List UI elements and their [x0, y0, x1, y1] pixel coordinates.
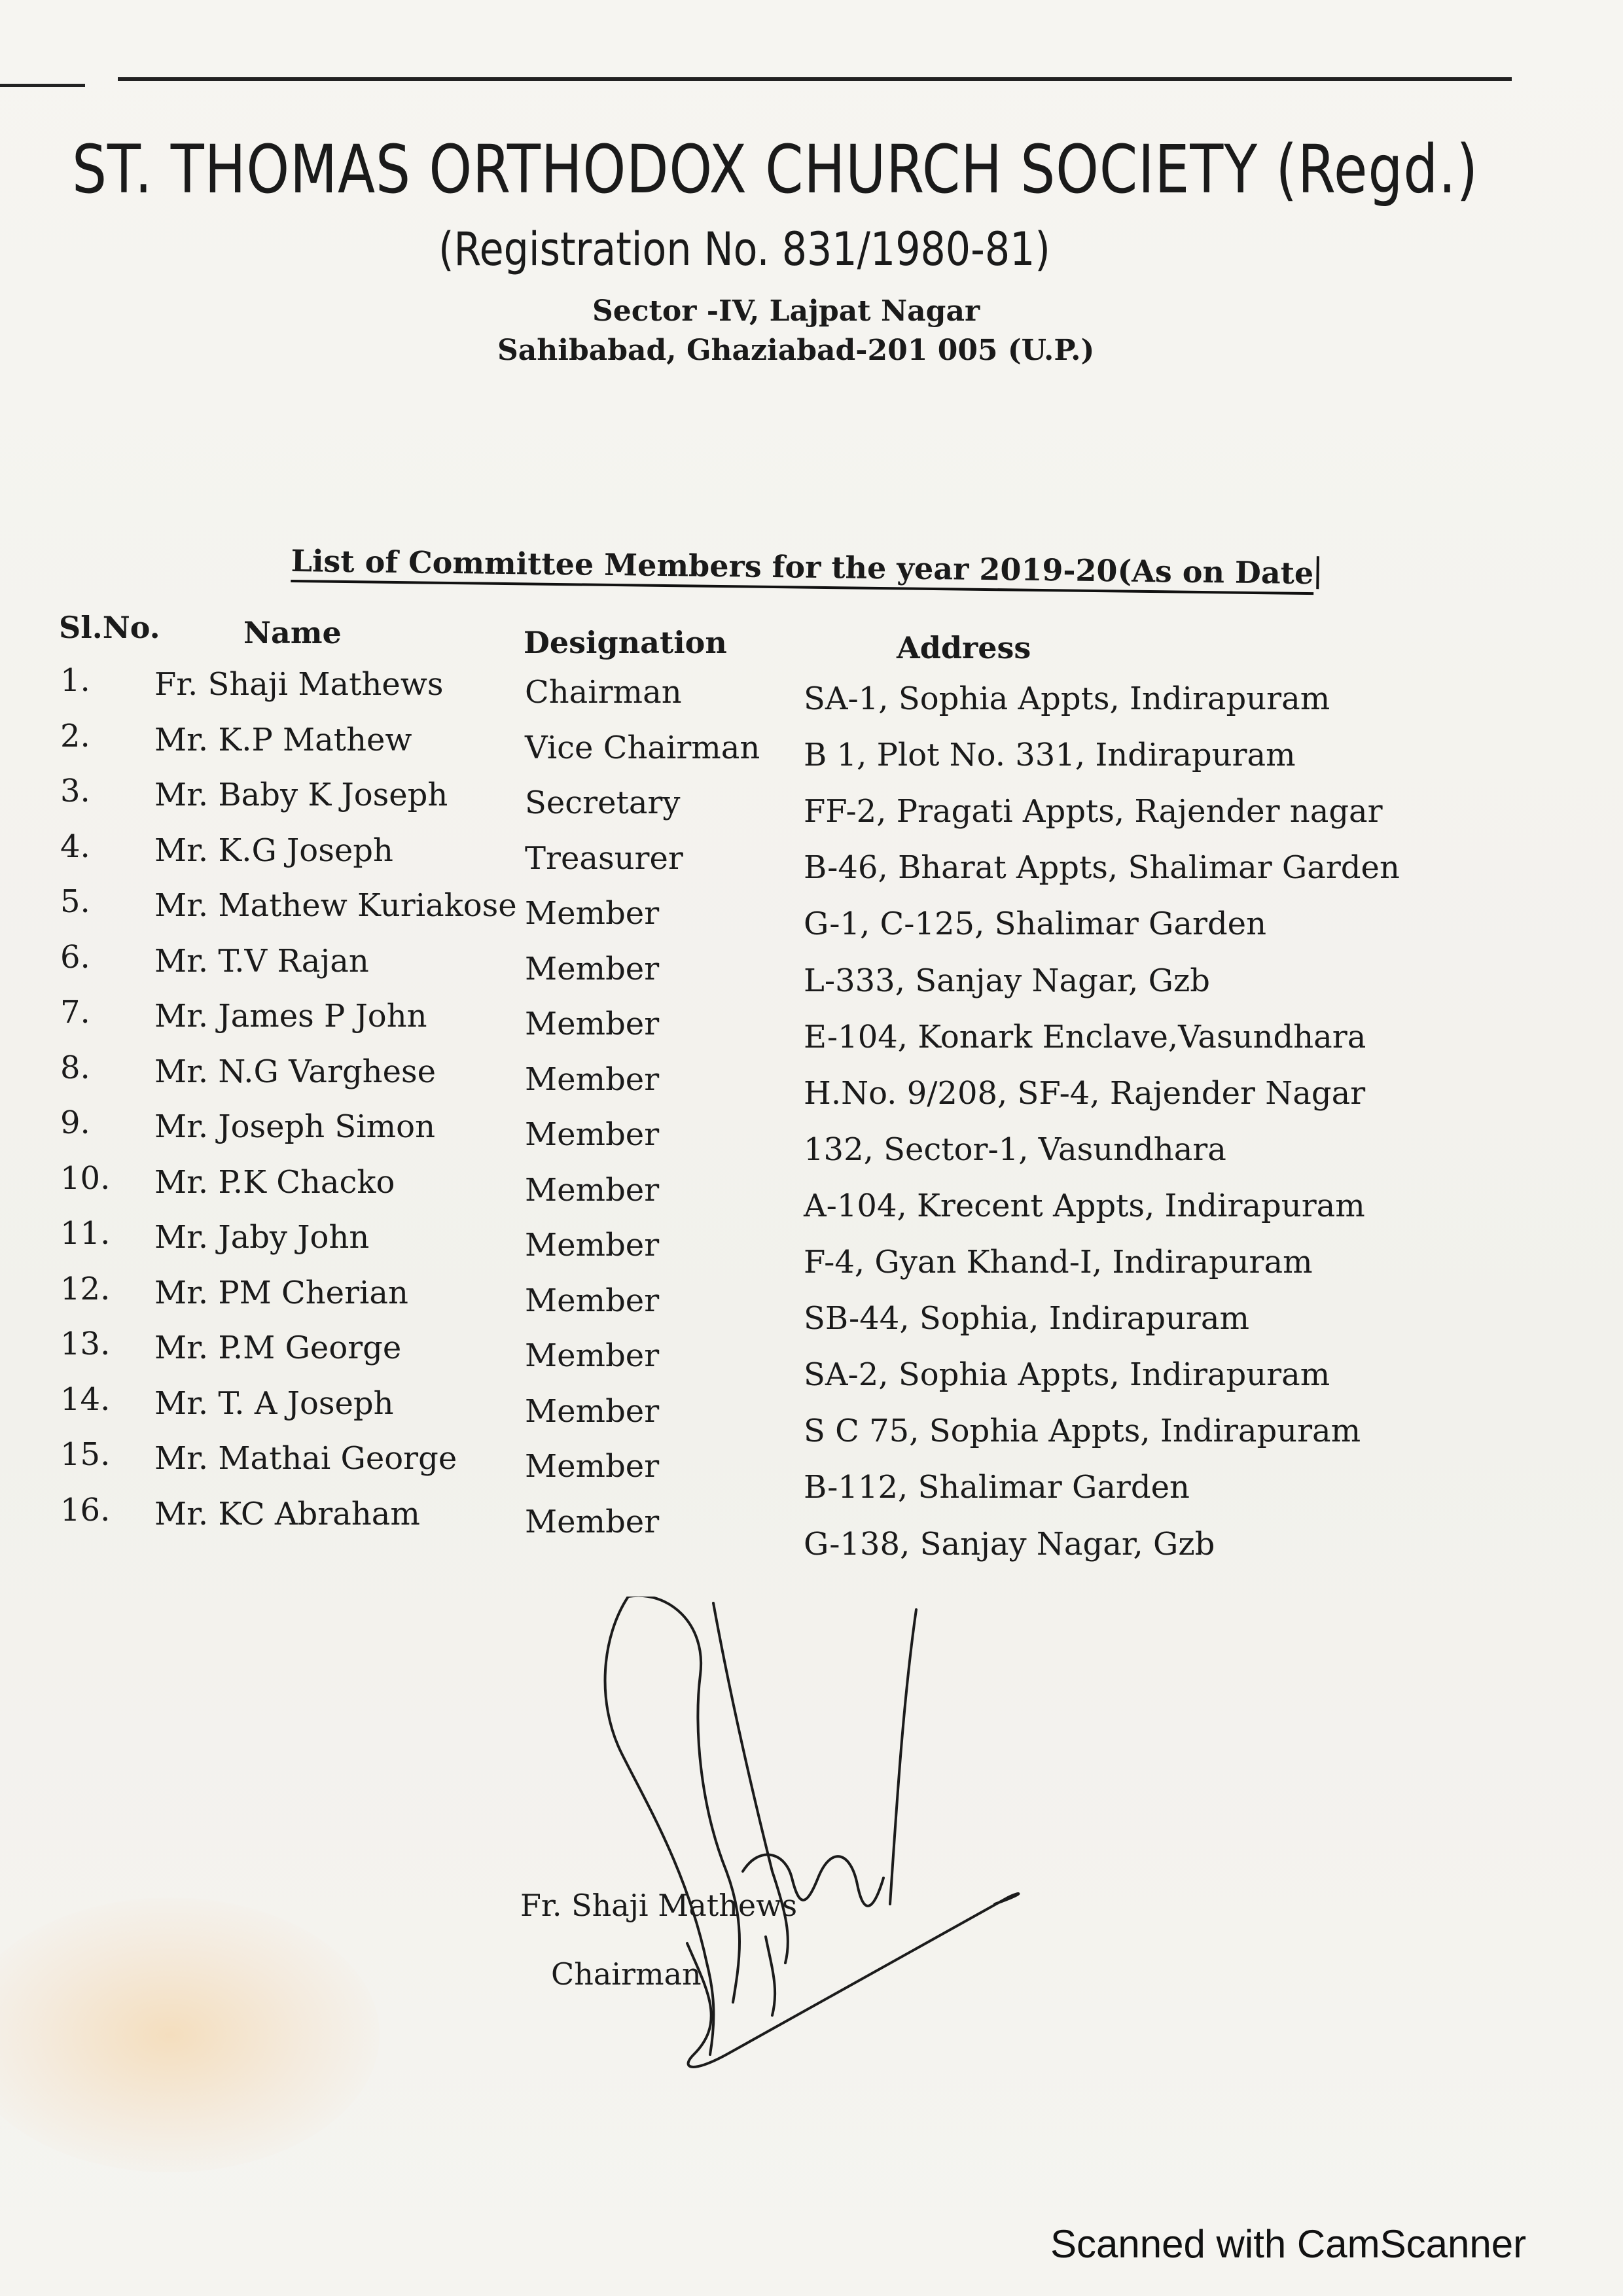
- member-address: G-1, C-125, Shalimar Garden: [804, 906, 1266, 943]
- member-name: Mr. Joseph Simon: [154, 1108, 435, 1145]
- member-name: Mr. P.M George: [154, 1330, 402, 1366]
- member-address: B 1, Plot No. 331, Indirapuram: [804, 737, 1296, 774]
- scanner-watermark: Scanned with CamScanner: [1050, 2222, 1527, 2266]
- member-sl-no: 7.: [60, 994, 90, 1031]
- column-header-sl-no: Sl.No.: [59, 610, 160, 645]
- member-designation: Secretary: [525, 785, 681, 821]
- paper-stain: [0, 1898, 380, 2172]
- registration-number: (Registration No. 831/1980-81): [438, 222, 1050, 276]
- member-designation: Member: [525, 1061, 660, 1098]
- member-sl-no: 5.: [60, 883, 90, 920]
- member-sl-no: 13.: [60, 1326, 111, 1362]
- member-sl-no: 6.: [60, 938, 90, 976]
- member-name: Mr. Mathew Kuriakose: [154, 887, 517, 924]
- member-name: Mr. Jaby John: [154, 1219, 370, 1256]
- member-designation: Chairman: [525, 674, 682, 711]
- member-sl-no: 9.: [60, 1104, 90, 1141]
- title-close-bracket: [1316, 556, 1319, 589]
- member-address: B-112, Shalimar Garden: [804, 1469, 1190, 1506]
- member-address: FF-2, Pragati Appts, Rajender nagar: [804, 793, 1383, 830]
- member-address: G-138, Sanjay Nagar, Gzb: [804, 1525, 1215, 1563]
- member-name: Mr. KC Abraham: [154, 1495, 420, 1532]
- member-address: SA-2, Sophia Appts, Indirapuram: [804, 1356, 1330, 1394]
- member-address: B-46, Bharat Appts, Shalimar Garden: [804, 849, 1400, 887]
- member-designation: Member: [525, 1337, 660, 1374]
- member-address: F-4, Gyan Khand-I, Indirapuram: [804, 1244, 1313, 1280]
- member-designation: Member: [525, 950, 660, 987]
- org-name: ST. THOMAS ORTHODOX CHURCH SOCIETY (Regd.): [72, 131, 1479, 209]
- signatory-name: Fr. Shaji Mathews: [520, 1888, 798, 1923]
- member-name: Mr. T.V Rajan: [154, 942, 369, 980]
- signatory-title: Chairman: [551, 1956, 702, 1992]
- member-name: Mr. T. A Joseph: [154, 1385, 394, 1422]
- member-name: Mr. James P John: [154, 998, 427, 1034]
- list-title: [291, 543, 1319, 591]
- member-name: Mr. N.G Varghese: [154, 1053, 437, 1090]
- member-sl-no: 2.: [60, 717, 90, 754]
- member-name: Mr. K.P Mathew: [154, 721, 412, 758]
- member-address: E-104, Konark Enclave,Vasundhara: [804, 1018, 1366, 1055]
- member-designation: Member: [525, 1116, 660, 1153]
- column-header-address: Address: [897, 630, 1031, 665]
- member-name: Mr. Mathai George: [154, 1440, 457, 1477]
- member-name: Mr. K.G Joseph: [154, 832, 393, 869]
- member-sl-no: 3.: [60, 773, 90, 809]
- member-sl-no: 8.: [60, 1049, 90, 1086]
- member-name: Mr. Baby K Joseph: [154, 777, 448, 813]
- member-sl-no: 15.: [60, 1436, 111, 1473]
- member-sl-no: 1.: [60, 662, 90, 699]
- member-sl-no: 12.: [60, 1270, 111, 1307]
- member-name: Mr. PM Cherian: [154, 1274, 408, 1311]
- member-name: Fr. Shaji Mathews: [154, 666, 444, 703]
- member-address: S C 75, Sophia Appts, Indirapuram: [804, 1413, 1361, 1450]
- column-header-name: Name: [243, 615, 342, 650]
- member-sl-no: 16.: [60, 1491, 111, 1528]
- handwritten-signature: [576, 1597, 1047, 2081]
- column-header-designation: Designation: [524, 625, 727, 660]
- member-designation: Treasurer: [525, 839, 683, 877]
- member-address: SB-44, Sophia, Indirapuram: [804, 1300, 1249, 1337]
- org-address-line1: Sector -IV, Lajpat Nagar: [592, 294, 980, 328]
- member-address: A-104, Krecent Appts, Indirapuram: [804, 1187, 1365, 1224]
- member-designation: Member: [525, 895, 660, 932]
- list-title-text: List of Committee Members for the year 2019-20(As on Date: [291, 543, 1313, 595]
- member-sl-no: 10.: [60, 1159, 111, 1197]
- top-rule-left: [0, 84, 85, 87]
- member-address: SA-1, Sophia Appts, Indirapuram: [804, 680, 1330, 717]
- member-address: L-333, Sanjay Nagar, Gzb: [804, 962, 1211, 999]
- member-name: Mr. P.K Chacko: [154, 1163, 395, 1201]
- member-address: 132, Sector-1, Vasundhara: [804, 1131, 1226, 1168]
- org-address-line2: Sahibabad, Ghaziabad-201 005 (U.P.): [497, 334, 1095, 367]
- member-designation: Member: [525, 1227, 660, 1263]
- member-designation: Member: [525, 1171, 660, 1209]
- member-address: H.No. 9/208, SF-4, Rajender Nagar: [804, 1074, 1366, 1112]
- member-sl-no: 4.: [60, 828, 90, 865]
- member-designation: Member: [525, 1392, 660, 1430]
- member-sl-no: 11.: [60, 1215, 111, 1252]
- member-designation: Member: [525, 1282, 660, 1319]
- member-designation: Vice Chairman: [525, 729, 760, 766]
- member-sl-no: 14.: [60, 1381, 111, 1418]
- member-designation: Member: [525, 1503, 660, 1540]
- member-designation: Member: [525, 1448, 660, 1485]
- top-rule: [118, 77, 1512, 81]
- member-designation: Member: [525, 1006, 660, 1042]
